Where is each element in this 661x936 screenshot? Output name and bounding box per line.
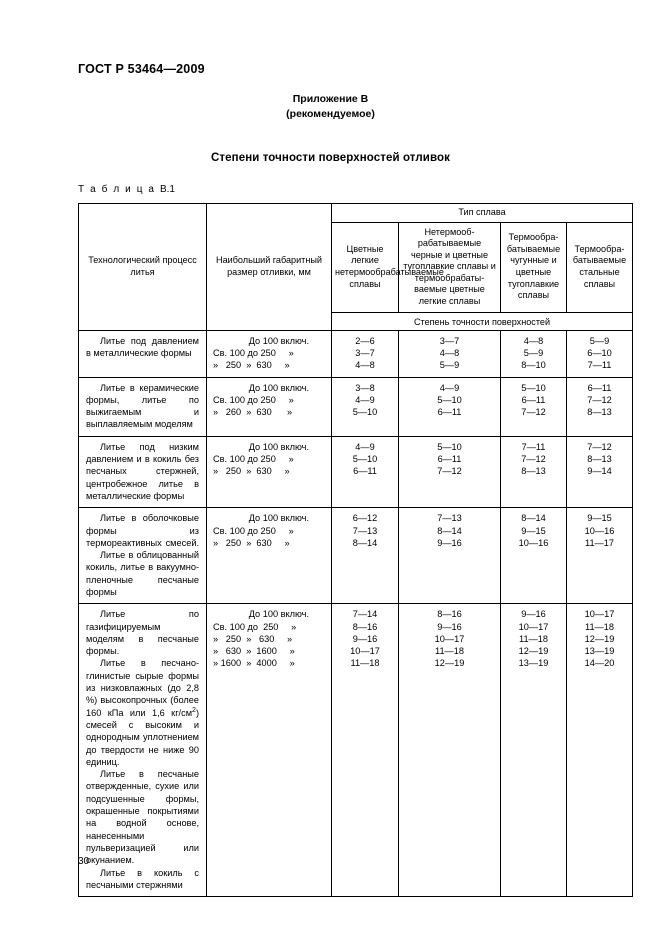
size-range: » 260 » 630 » — [213, 407, 293, 418]
table-caption — [78, 184, 175, 195]
cell-process: Литье в керамические формы, литье по выжигаемым и выплавляемым моделям — [79, 377, 207, 436]
table-row — [79, 604, 633, 897]
accuracy-grade-value: 8—10 — [521, 360, 546, 371]
accuracy-grade-value: 12—19 — [434, 658, 465, 669]
accuracy-grade-value: 12—19 — [518, 646, 549, 657]
header-alloy-group: Тип сплава — [332, 204, 633, 223]
accuracy-grade-value: 5—10 — [352, 407, 378, 418]
table-caption-prefix: Т а б л и ц а — [78, 184, 160, 195]
accuracy-grade-value: 5—9 — [589, 335, 610, 346]
accuracy-grade-value: 4—9 — [355, 394, 375, 405]
table-caption-number: В.1 — [159, 184, 175, 195]
cell-values-alloy-1 — [332, 508, 399, 604]
accuracy-grade-value: 4—9 — [439, 382, 460, 393]
accuracy-grade-value: 6—11 — [437, 407, 462, 418]
accuracy-grade-value: 8—13 — [587, 454, 612, 465]
accuracy-grade-value: 3—7 — [355, 347, 375, 358]
accuracy-grade-value: 4—9 — [355, 441, 375, 452]
header-process: Технологический процесс литья — [79, 204, 207, 331]
accuracy-grade-value: 10—17 — [584, 609, 615, 620]
accuracy-grade-value: 9—16 — [521, 609, 546, 620]
table-row — [79, 377, 633, 436]
table-row — [79, 508, 633, 604]
header-alloy-4: Термообра-батываемые стальные сплавы — [567, 222, 633, 312]
accuracy-grade-value: 8—16 — [352, 621, 378, 632]
cell-values-alloy-4 — [567, 377, 633, 436]
accuracy-grade-value: 7—13 — [437, 513, 462, 524]
accuracy-grade-value: 13—19 — [518, 658, 549, 669]
size-range: До 100 включ. — [248, 382, 309, 393]
cell-size — [207, 330, 332, 377]
accuracy-grade-value: 7—13 — [352, 525, 378, 536]
size-range: До 100 включ. — [248, 441, 309, 452]
cell-process: Литье по газифицируемым моделям в песчаные формы. Литье в песчано-глинистые сырые формы из низковлажных (до 2,8 %) высокопрочных (более 160 кПа или 1,6 $кг/см^2$) смесей с высоким и однородным уплотнением до твердости не ниже 90 единиц. Литье в песчаные отвержденные, сухие или подсушенные формы, окрашенные покрытиями на водной основе, нанесенными пульверизацией или окунанием. Литье в кокиль с песчаными стержнями — [79, 604, 207, 897]
accuracy-grade-value: 8—14 — [352, 537, 378, 548]
accuracy-grade-value: 11—18 — [350, 658, 380, 669]
cell-values-alloy-1 — [332, 330, 399, 377]
accuracy-grade-value: 8—14 — [437, 525, 462, 536]
size-range: Св. 100 до 250 » — [213, 621, 297, 632]
size-range: Св. 100 до 250 » — [213, 394, 294, 405]
section-title: Степени точности поверхностей отливок — [211, 152, 450, 164]
accuracy-grade-value: 7—11 — [521, 441, 546, 452]
accuracy-grade-value: 13—19 — [584, 646, 615, 657]
accuracy-grade-value: 3—7 — [439, 335, 460, 346]
accuracy-grade-value: 4—8 — [355, 360, 375, 371]
cell-size — [207, 377, 332, 436]
table-row — [79, 330, 633, 377]
header-alloy-2: Нетермооб-рабатываемые черные и цветные тугоплавкие сплавы и термообрабаты-ваемые цветные легкие сплавы — [399, 222, 501, 312]
accuracy-grade-value: 8—13 — [521, 466, 546, 477]
accuracy-grade-value: 10—17 — [350, 646, 380, 657]
cell-values-alloy-2 — [399, 508, 501, 604]
size-range: До 100 включ. — [248, 335, 309, 346]
accuracy-grade-value: 5—10 — [521, 382, 546, 393]
accuracy-grade-value: 4—8 — [523, 335, 544, 346]
cell-values-alloy-4 — [567, 604, 633, 897]
accuracy-grade-value: 9—16 — [437, 537, 462, 548]
accuracy-grade-value: 7—12 — [587, 441, 612, 452]
accuracy-grade-value: 6—11 — [437, 454, 462, 465]
cell-size — [207, 508, 332, 604]
accuracy-grade-value: 9—15 — [587, 513, 612, 524]
cell-values-alloy-3 — [501, 604, 567, 897]
accuracy-grade-value: 6—10 — [587, 347, 612, 358]
accuracy-grade-value: 7—12 — [437, 466, 462, 477]
header-size: Наибольший габаритный размер отливки, мм — [207, 204, 332, 331]
accuracy-grade-value: 6—11 — [521, 394, 546, 405]
header-accuracy-band: Степень точности поверхностей — [332, 312, 633, 330]
size-range: Св. 100 до 250 » — [213, 525, 294, 536]
accuracy-grade-value: 12—19 — [584, 633, 615, 644]
accuracy-grade-value: 8—14 — [521, 513, 546, 524]
header-alloy-3: Термообра-батываемые чугунные и цветные тугоплавкие сплавы — [501, 222, 567, 312]
accuracy-grade-value: 10—16 — [584, 525, 615, 536]
accuracy-grade-value: 11—17 — [585, 537, 614, 548]
cell-size — [207, 604, 332, 897]
accuracy-grade-value: 3—8 — [355, 382, 375, 393]
cell-values-alloy-1 — [332, 436, 399, 507]
accuracy-grade-value: 11—18 — [519, 633, 548, 644]
accuracy-grade-value: 4—8 — [439, 347, 460, 358]
accuracy-grade-value: 9—14 — [587, 466, 612, 477]
size-range: » 250 » 630 » — [213, 466, 290, 477]
cell-values-alloy-2 — [399, 377, 501, 436]
size-range: » 1600 » 4000 » — [213, 658, 295, 669]
table-row — [79, 436, 633, 507]
cell-values-alloy-2 — [399, 436, 501, 507]
size-range: До 100 включ. — [248, 513, 309, 524]
page-number: 30 — [78, 856, 90, 867]
cell-values-alloy-4 — [567, 508, 633, 604]
cell-values-alloy-3 — [501, 377, 567, 436]
appendix-note: (рекомендуемое) — [286, 108, 375, 120]
cell-values-alloy-3 — [501, 508, 567, 604]
accuracy-grade-value: 6—11 — [353, 466, 377, 477]
accuracy-grades-table — [78, 203, 633, 897]
accuracy-grade-value: 10—17 — [518, 621, 549, 632]
accuracy-grade-value: 10—16 — [518, 537, 549, 548]
accuracy-grade-value: 7—12 — [521, 407, 546, 418]
accuracy-grade-value: 8—13 — [587, 407, 612, 418]
accuracy-grade-value: 6—11 — [587, 382, 612, 393]
size-range: » 250 » 630 » — [213, 633, 293, 644]
cell-process: Литье под низким давлением и в кокиль без песчаных стержней, центробежное литье в металлические формы — [79, 436, 207, 507]
accuracy-grade-value: 5—9 — [523, 347, 544, 358]
accuracy-grade-value: 8—16 — [437, 609, 462, 620]
cell-size — [207, 436, 332, 507]
size-range: » 630 » 1600 » — [213, 646, 295, 657]
cell-values-alloy-1 — [332, 604, 399, 897]
cell-values-alloy-2 — [399, 604, 501, 897]
accuracy-grade-value: 11—18 — [585, 621, 614, 632]
accuracy-grade-value: 5—10 — [437, 441, 462, 452]
size-range: » 250 » 630 » — [213, 360, 290, 371]
appendix-label: Приложение В — [292, 93, 369, 105]
size-range: » 250 » 630 » — [213, 537, 290, 548]
size-range: Св. 100 до 250 » — [213, 347, 294, 358]
accuracy-grade-value: 9—16 — [352, 633, 378, 644]
cell-values-alloy-4 — [567, 436, 633, 507]
accuracy-grade-value: 6—12 — [352, 513, 378, 524]
accuracy-grade-value: 9—16 — [437, 621, 462, 632]
accuracy-grade-value: 7—14 — [352, 609, 378, 620]
cell-values-alloy-1 — [332, 377, 399, 436]
cell-process: Литье в оболочковые формы из термореактивных смесей. Литье в облицованный кокиль, литье в вакуумно-пленочные песчаные формы — [79, 508, 207, 604]
cell-process: Литье под давлением в металлические формы — [79, 330, 207, 377]
cell-values-alloy-2 — [399, 330, 501, 377]
accuracy-grade-value: 7—12 — [521, 454, 546, 465]
accuracy-grade-value: 2—6 — [355, 335, 375, 346]
accuracy-grade-value: 7—11 — [587, 360, 612, 371]
standard-number: ГОСТ Р 53464—2009 — [78, 62, 205, 76]
accuracy-grade-value: 9—15 — [521, 525, 546, 536]
header-alloy-1: Цветные легкие нетермообрабатываемые сплавы — [332, 222, 399, 312]
cell-values-alloy-3 — [501, 436, 567, 507]
accuracy-grade-value: 7—12 — [587, 394, 612, 405]
cell-values-alloy-4 — [567, 330, 633, 377]
appendix-heading — [0, 92, 661, 122]
accuracy-grade-value: 14—20 — [584, 658, 615, 669]
table-header-row-group — [79, 204, 633, 223]
accuracy-grade-value: 10—17 — [434, 633, 465, 644]
accuracy-grade-value: 11—18 — [435, 646, 464, 657]
size-range: Св. 100 до 250 » — [213, 454, 294, 465]
accuracy-grade-value: 5—10 — [437, 394, 462, 405]
size-range: До 100 включ. — [248, 609, 309, 620]
accuracy-grade-value: 5—9 — [439, 360, 460, 371]
cell-values-alloy-3 — [501, 330, 567, 377]
accuracy-grade-value: 5—10 — [352, 454, 378, 465]
